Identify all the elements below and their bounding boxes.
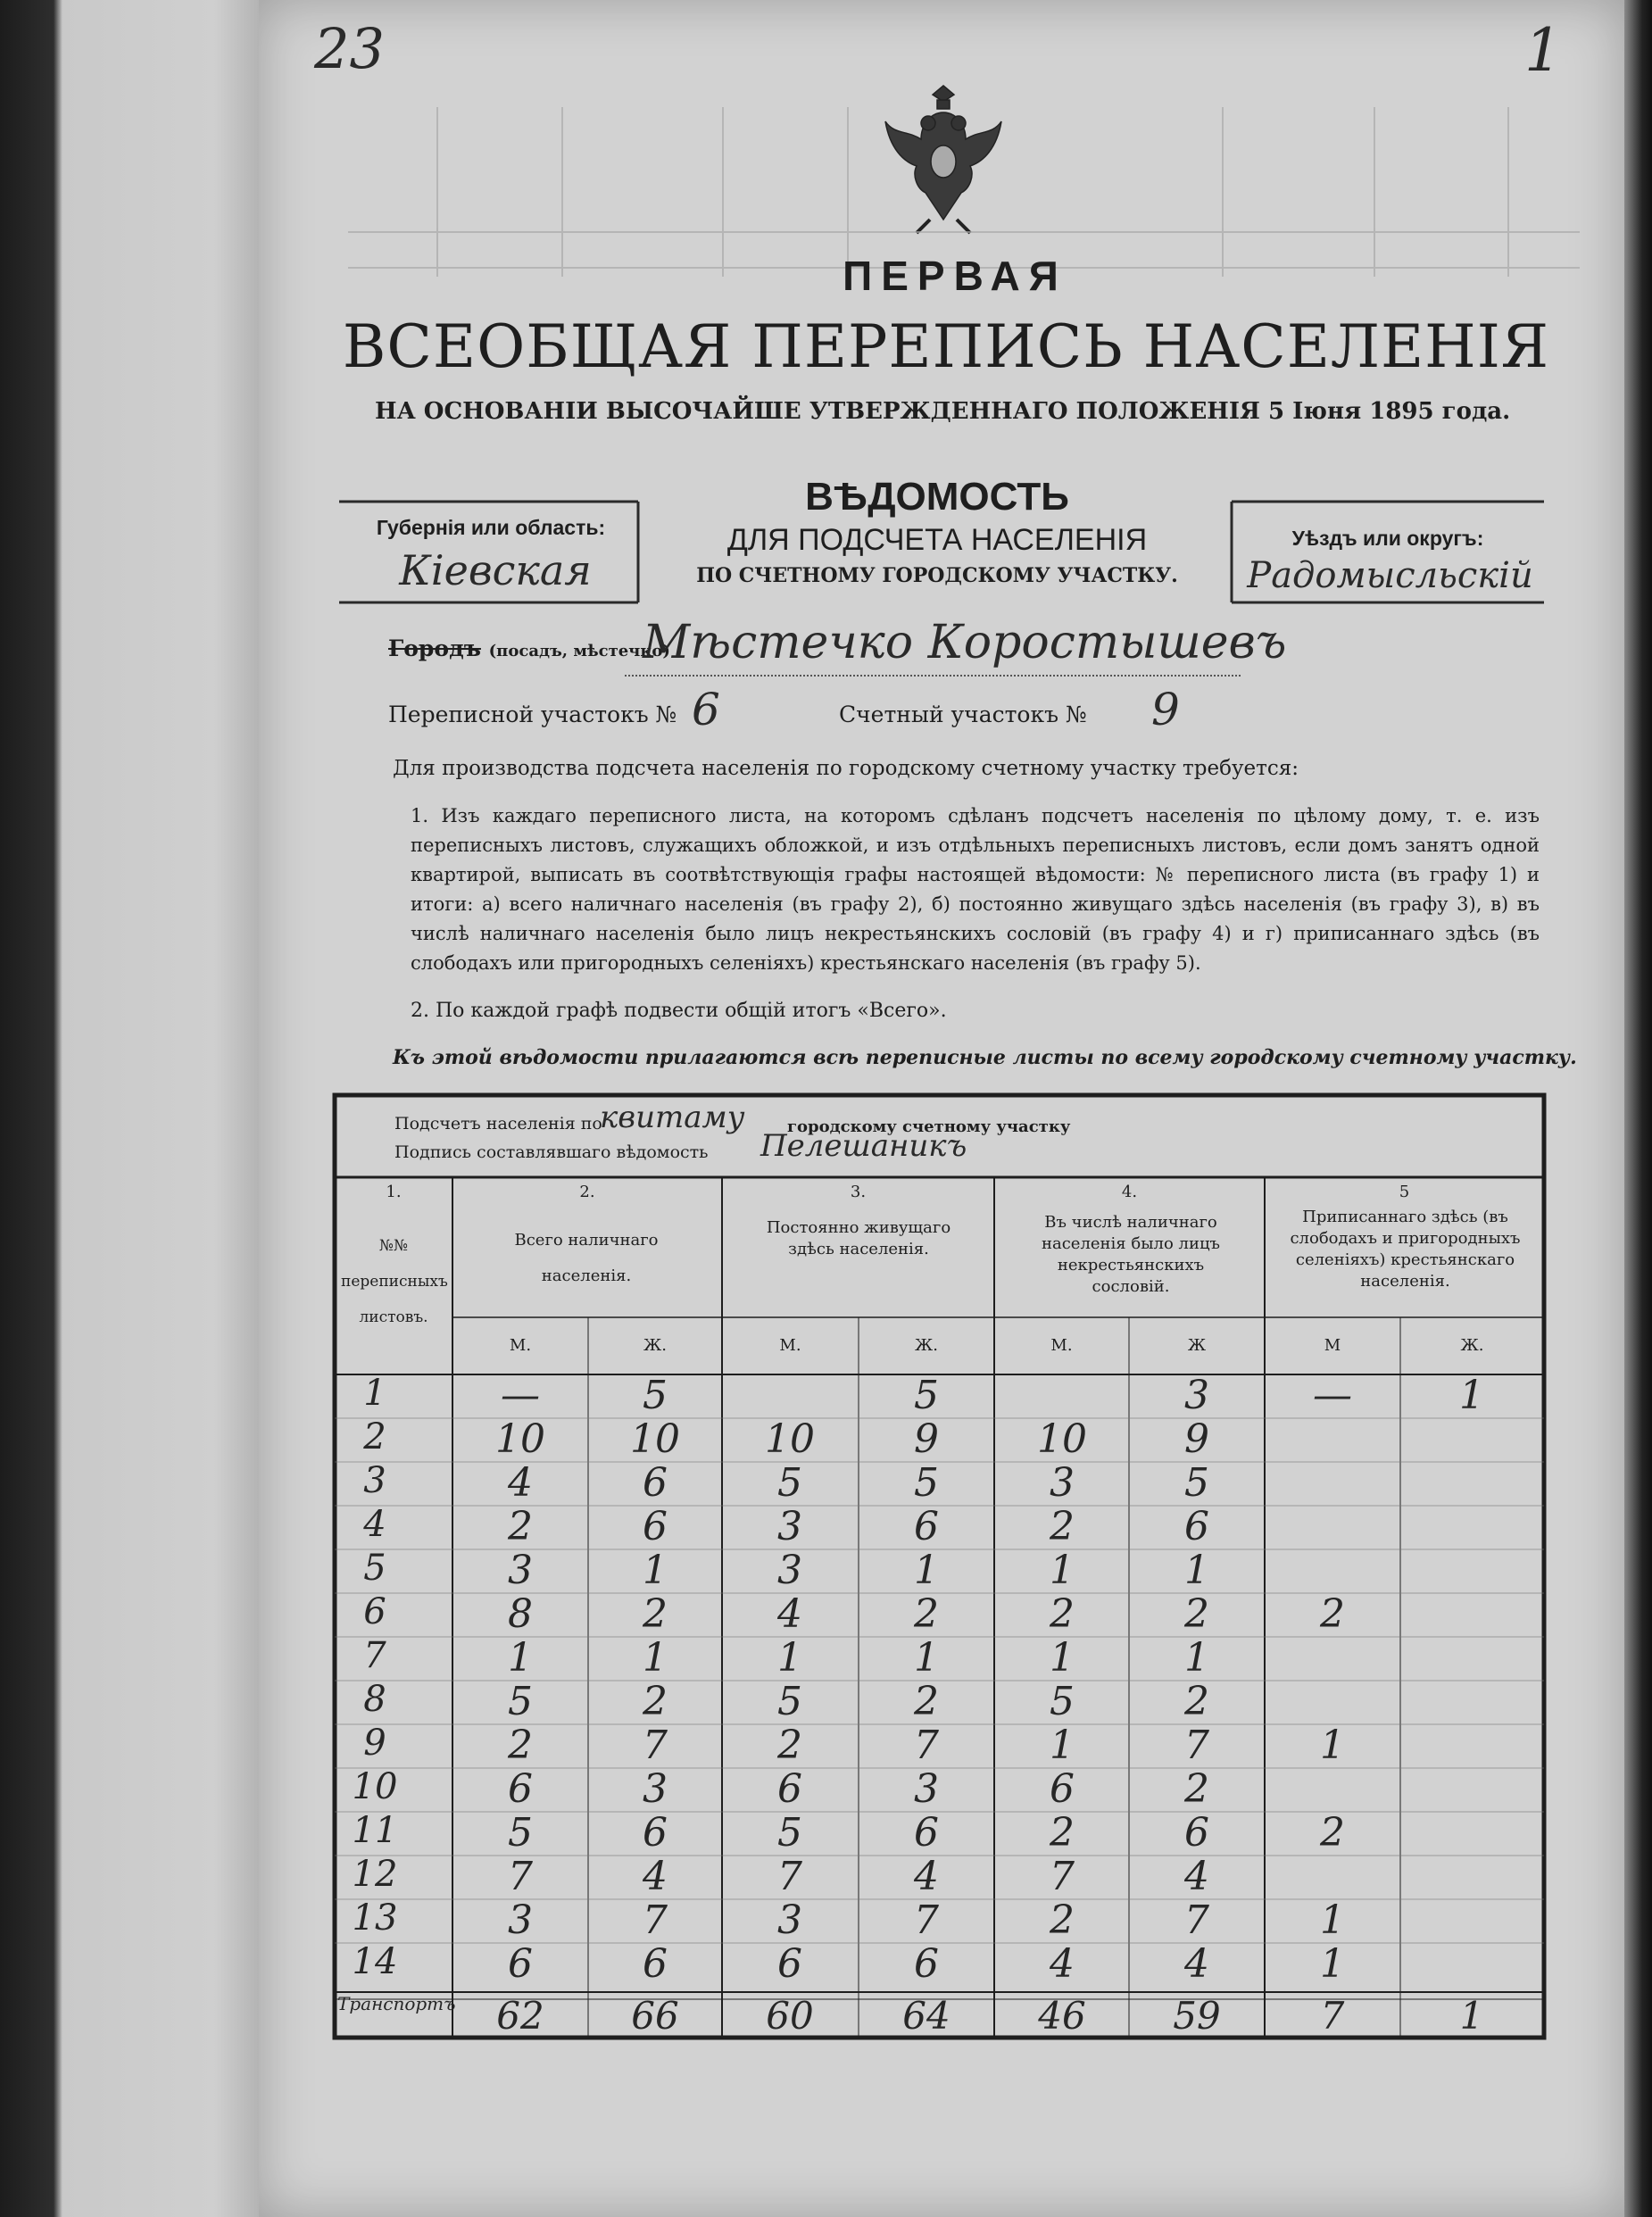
table-cell: 10 <box>352 1766 398 1807</box>
instructions-item2: 2. По каждой графѣ подвести общій итогъ «Всего». <box>411 1000 947 1022</box>
table-cell: 5 <box>363 1548 386 1589</box>
table-cell: 2 <box>1184 1766 1209 1812</box>
count-label: Подсчетъ населенія по <box>394 1114 602 1133</box>
table-cell: 1 <box>1184 1635 1209 1681</box>
instructions-note: Къ этой вѣдомости прилагаются всѣ переписные листы по всему городскому счетному участку. <box>393 1046 1577 1069</box>
table-cell: 7 <box>643 1723 668 1768</box>
table-cell: 1 <box>643 1635 668 1681</box>
table-cell: 4 <box>777 1591 802 1637</box>
table-cell: 7 <box>508 1854 533 1899</box>
bleed-through-lines <box>348 98 1580 277</box>
table-cell: 1 <box>777 1635 802 1681</box>
total-cell: 1 <box>1459 1994 1484 2038</box>
doc-subtitle2: ПО СЧЕТНОМУ ГОРОДСКОМУ УЧАСТКУ. <box>696 564 1178 587</box>
uezd-value: Радомысльскій <box>1247 555 1533 596</box>
sub-header-m: М. <box>779 1336 801 1355</box>
table-cell: 5 <box>508 1810 533 1856</box>
table-cell: 5 <box>643 1373 668 1418</box>
census-district-label: Переписной участокъ № <box>388 702 677 727</box>
gubernia-label: Губернія или область: <box>376 516 606 539</box>
table-cell: 4 <box>1184 1941 1209 1987</box>
sub-header-zh: Ж. <box>643 1336 667 1355</box>
table-cell: 3 <box>914 1766 939 1812</box>
table-cell: 8 <box>363 1679 386 1720</box>
table-cell: 6 <box>914 1810 939 1856</box>
table-cell: 5 <box>1050 1679 1075 1724</box>
sub-header-zh: Ж. <box>915 1336 938 1355</box>
table-cell: 3 <box>508 1897 533 1943</box>
table-cell: 5 <box>777 1810 802 1856</box>
gubernia-value: Кіевская <box>399 546 592 594</box>
table-cell: 1 <box>914 1548 939 1593</box>
table-cell: 2 <box>914 1591 939 1637</box>
table-cell: 1 <box>508 1635 533 1681</box>
city-label-text: Городъ <box>388 635 481 661</box>
corner-number-left: 23 <box>314 16 385 81</box>
table-cell: 4 <box>914 1854 939 1899</box>
col2-num: 2. <box>579 1183 595 1201</box>
city-label <box>388 635 670 661</box>
sub-header-m: М <box>1324 1336 1341 1355</box>
table-cell: 6 <box>777 1941 802 1987</box>
table-cell: 1 <box>1184 1548 1209 1593</box>
census-district-value: 6 <box>692 684 720 735</box>
table-cell: 6 <box>643 1504 668 1549</box>
table-cell: 2 <box>1050 1897 1075 1943</box>
table-cell: 9 <box>363 1723 386 1764</box>
table-cell: 2 <box>1320 1810 1345 1856</box>
table-cell: 2 <box>1320 1591 1345 1637</box>
table-cell: 10 <box>630 1416 680 1462</box>
table-cell: 1 <box>1050 1548 1075 1593</box>
table-cell: 8 <box>508 1591 533 1637</box>
doc-title: ВѢДОМОСТЬ <box>805 475 1069 519</box>
table-cell: 7 <box>1184 1897 1209 1943</box>
city-label-sub: (посадъ, мѣстечко) <box>488 642 670 660</box>
table-cell: 2 <box>508 1723 533 1768</box>
table-cell: 3 <box>643 1766 668 1812</box>
table-cell: 6 <box>914 1504 939 1549</box>
col3-num: 3. <box>850 1183 867 1201</box>
table-cell: 5 <box>777 1460 802 1506</box>
table-cell: 4 <box>643 1854 668 1899</box>
table-cell: 2 <box>643 1679 668 1724</box>
col1-title: №№ переписныхъ листовъ. <box>341 1237 448 1326</box>
table-cell: 3 <box>777 1548 802 1593</box>
table-cell: 1 <box>1459 1373 1484 1418</box>
table-cell: 6 <box>363 1591 386 1632</box>
instructions-intro: Для производства подсчета населенія по городскому счетному участку требуется: <box>393 757 1299 780</box>
table-cell: 2 <box>1184 1591 1209 1637</box>
count-district-label: Счетный участокъ № <box>839 702 1087 727</box>
table-cell: 3 <box>508 1548 533 1593</box>
instructions-item1: 1. Изъ каждаго переписного листа, на которомъ сдѣланъ подсчетъ населенія по цѣлому дому, т. е. изъ переписныхъ листовъ, служащихъ обложкой, и изъ отдѣльныхъ переписныхъ листовъ, если домъ занятъ одной квартирой, выписать въ соотвѣтствующія графы настоящей вѣдомости: № переписного листа (въ графу 1) и итоги: а) всего наличнаго населенія (въ графу 2), б) постоянно живущаго здѣсь населенія (въ графу 3), в) въ числѣ наличнаго населенія было лицъ некрестьянскихъ сословій (въ графу 4) и г) приписаннаго здѣсь (въ слободахъ или пригородныхъ селеніяхъ) крестьянскаго населенія (въ графу 5). <box>411 805 1540 974</box>
table-cell: 1 <box>1050 1723 1075 1768</box>
table-cell: 10 <box>765 1416 815 1462</box>
city-value: Мѣстечко Коростышевъ <box>643 616 1287 669</box>
table-cell: 7 <box>914 1723 939 1768</box>
count-district-value: 9 <box>1151 684 1180 735</box>
sub-header-zh: Ж. <box>1460 1336 1484 1355</box>
col5-title: Приписаннаго здѣсь (въ слободахъ и пригородныхъ селеніяхъ) крестьянскаго населенія. <box>1290 1208 1521 1291</box>
table-cell: 6 <box>1184 1810 1209 1856</box>
total-cell: 46 <box>1038 1994 1086 2038</box>
table-cell: 7 <box>777 1854 802 1899</box>
col2-title: Всего наличнаго населенія. <box>514 1231 659 1285</box>
total-row-label: Транспортъ <box>337 1993 456 2014</box>
table-cell: 3 <box>1050 1460 1075 1506</box>
table-cell: 6 <box>508 1941 533 1987</box>
table-cell: 7 <box>643 1897 668 1943</box>
total-cell: 62 <box>496 1994 544 2038</box>
table-cell: 2 <box>508 1504 533 1549</box>
table-cell: 5 <box>1184 1460 1209 1506</box>
table-cell: 6 <box>643 1810 668 1856</box>
total-cell: 64 <box>902 1994 951 2038</box>
sub-header-m: М. <box>1050 1336 1073 1355</box>
table-cell: 4 <box>1184 1854 1209 1899</box>
table-cell: 11 <box>352 1810 398 1851</box>
total-cell: 60 <box>766 1994 814 2038</box>
table-cell: 13 <box>352 1897 398 1939</box>
table-cell: 5 <box>914 1460 939 1506</box>
title-line1: ПЕРВАЯ <box>843 253 1067 299</box>
uezd-label: Уѣздъ или округъ: <box>1291 527 1484 550</box>
table-cell: 9 <box>914 1416 939 1462</box>
total-cell: 7 <box>1320 1994 1345 2038</box>
table-cell: 2 <box>643 1591 668 1637</box>
table-cell: — <box>501 1373 540 1418</box>
count-value: квитаму <box>600 1100 745 1135</box>
table-cell: 1 <box>363 1373 386 1414</box>
table-cell: 3 <box>1184 1373 1209 1418</box>
count-suffix: городскому счетному участку <box>787 1117 1071 1136</box>
sub-header-m: М. <box>509 1336 532 1355</box>
table-cell: 1 <box>643 1548 668 1593</box>
table-cell: 2 <box>1050 1810 1075 1856</box>
table-cell: 1 <box>1320 1941 1345 1987</box>
total-cell: 66 <box>631 1994 679 2038</box>
right-page-edge <box>1624 0 1652 2217</box>
table-cell: 14 <box>352 1941 398 1982</box>
table-cell: 4 <box>1050 1941 1075 1987</box>
table-cell: 7 <box>1050 1854 1075 1899</box>
table-cell: 6 <box>508 1766 533 1812</box>
total-cell: 59 <box>1173 1994 1221 2038</box>
table-cell: 6 <box>1050 1766 1075 1812</box>
table-cell: — <box>1313 1373 1352 1418</box>
table-cell: 1 <box>914 1635 939 1681</box>
corner-number-right: 1 <box>1524 16 1562 85</box>
col5-num: 5 <box>1399 1183 1410 1201</box>
population-table <box>332 1092 1548 2042</box>
table-cell: 6 <box>1184 1504 1209 1549</box>
table-cell: 9 <box>1184 1416 1209 1462</box>
left-page-edge <box>0 0 259 2217</box>
table-cell: 3 <box>777 1504 802 1549</box>
table-cell: 4 <box>508 1460 533 1506</box>
city-underline <box>625 675 1241 677</box>
table-cell: 1 <box>1320 1897 1345 1943</box>
table-cell: 7 <box>1184 1723 1209 1768</box>
table-cell: 1 <box>1320 1723 1345 1768</box>
table-cell: 2 <box>1050 1504 1075 1549</box>
table-cell: 6 <box>643 1941 668 1987</box>
sub-header-zh: Ж <box>1187 1336 1207 1355</box>
table-cell: 5 <box>777 1679 802 1724</box>
title-line3: НА ОСНОВАНІИ ВЫСОЧАЙШЕ УТВЕРЖДЕННАГО ПОЛОЖЕНІЯ 5 Іюня 1895 года. <box>375 398 1511 425</box>
table-cell: 7 <box>363 1635 386 1676</box>
col4-num: 4. <box>1121 1183 1138 1201</box>
sign-label: Подпись составлявшаго вѣдомость <box>394 1142 709 1162</box>
table-cell: 4 <box>363 1504 386 1545</box>
table-cell: 6 <box>777 1766 802 1812</box>
table-cell: 6 <box>914 1941 939 1987</box>
col3-title: Постоянно живущаго здѣсь населенія. <box>766 1218 951 1258</box>
table-cell: 10 <box>495 1416 545 1462</box>
table-cell: 2 <box>777 1723 802 1768</box>
table-cell: 1 <box>1050 1635 1075 1681</box>
col4-title: Въ числѣ наличнаго населенія было лицъ некрестьянскихъ сословій. <box>1042 1213 1220 1296</box>
table-cell: 7 <box>914 1897 939 1943</box>
table-cell: 12 <box>352 1854 398 1895</box>
table-cell: 2 <box>1184 1679 1209 1724</box>
doc-subtitle: ДЛЯ ПОДСЧЕТА НАСЕЛЕНІЯ <box>726 523 1148 557</box>
table-cell: 3 <box>777 1897 802 1943</box>
table-cell: 3 <box>363 1460 386 1501</box>
table-cell: 10 <box>1037 1416 1087 1462</box>
table-cell: 2 <box>363 1416 386 1457</box>
table-cell: 5 <box>508 1679 533 1724</box>
table-cell: 5 <box>914 1373 939 1418</box>
col1-num: 1. <box>386 1183 402 1201</box>
table-cell: 6 <box>643 1460 668 1506</box>
title-line2: ВСЕОБЩАЯ ПЕРЕПИСЬ НАСЕЛЕНІЯ <box>342 312 1550 381</box>
sign-value: Пелешаникъ <box>760 1128 967 1164</box>
table-cell: 2 <box>914 1679 939 1724</box>
table-cell: 2 <box>1050 1591 1075 1637</box>
